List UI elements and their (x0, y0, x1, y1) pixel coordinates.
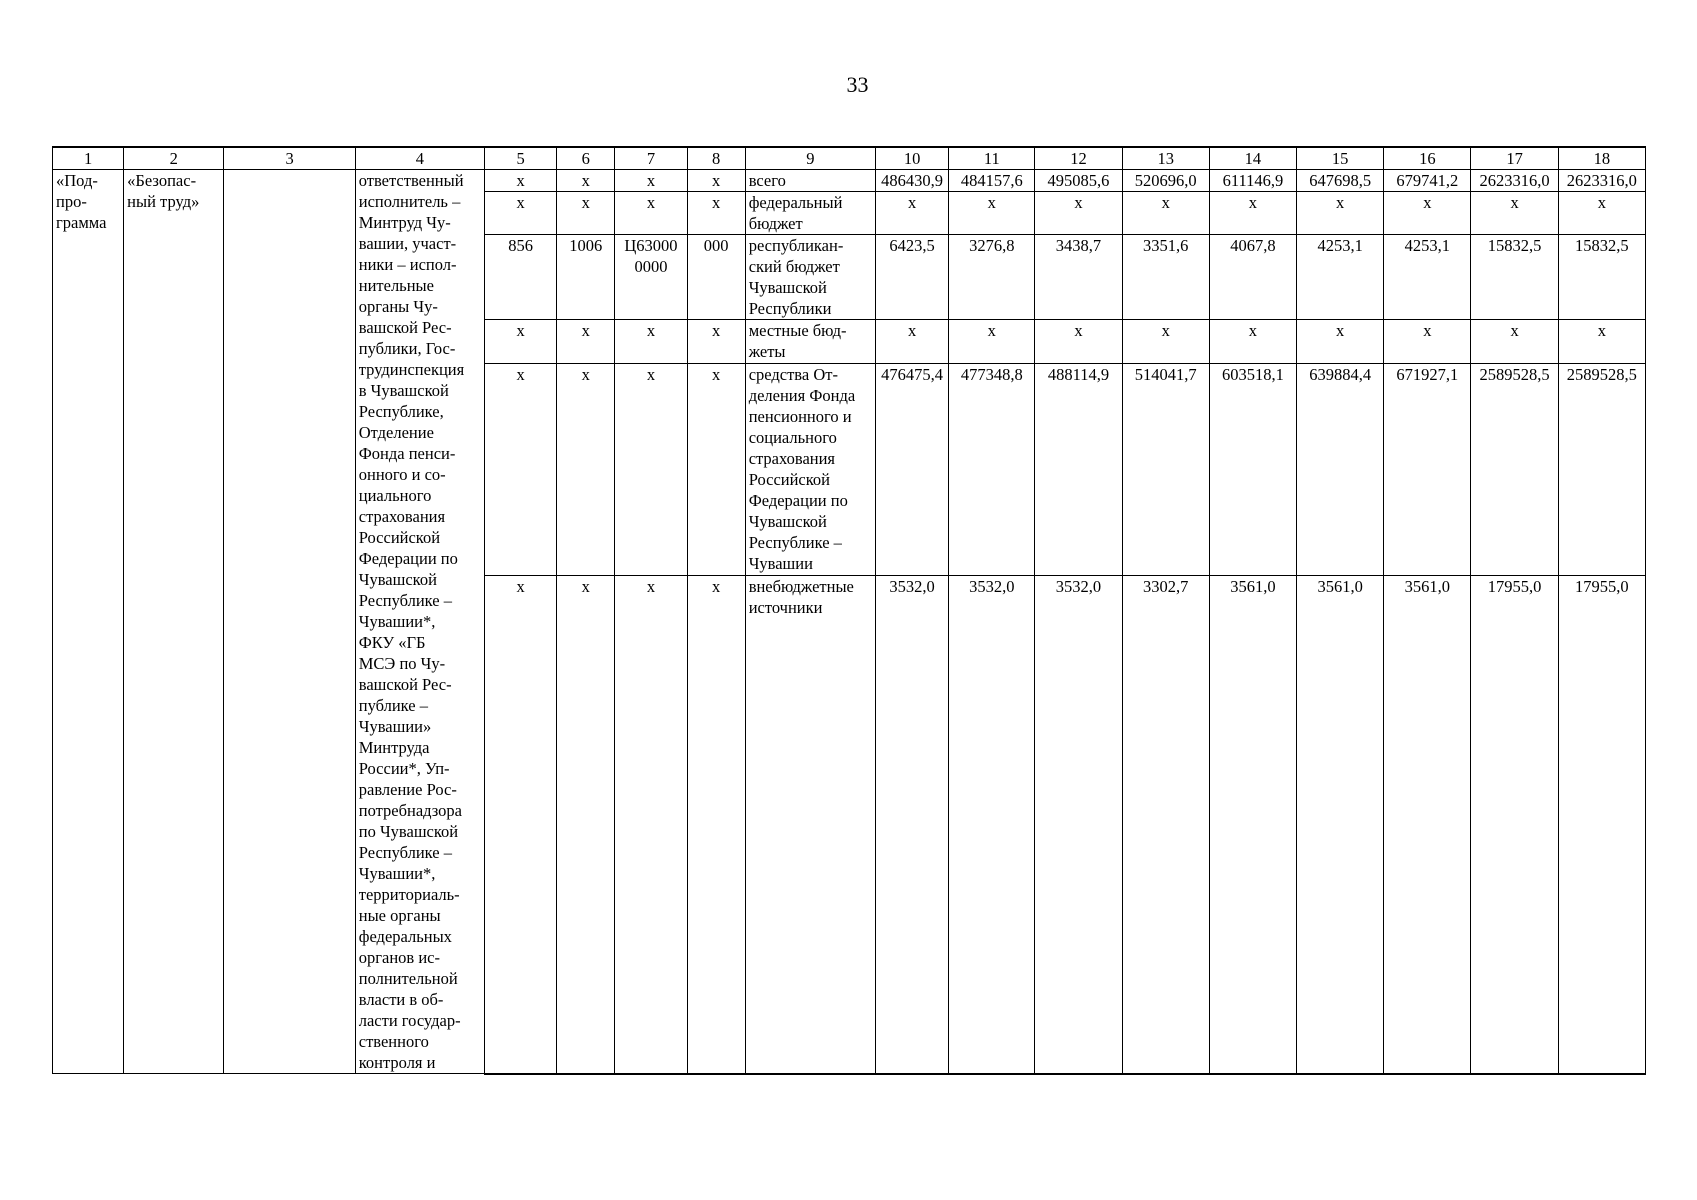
header-cell: 2 (124, 147, 224, 170)
cell-line: ФКУ «ГБ (358, 633, 426, 652)
cell-line: ответственный (358, 171, 464, 190)
cell-line: вашской Рес- (358, 318, 452, 337)
value-cell: x (1297, 192, 1384, 235)
value-cell: 17955,0 (1471, 576, 1558, 1074)
cell-line: Чувашии*, (358, 864, 436, 883)
col3-cell (224, 170, 355, 1074)
cell-line: Республики (748, 299, 832, 319)
header-cell: 8 (687, 147, 745, 170)
cell-line: ласти государ- (358, 1011, 461, 1030)
code-cell: x (557, 192, 615, 235)
cell-line: циального (358, 486, 432, 505)
cell-line: всего (748, 171, 786, 190)
code-cell: x (485, 576, 557, 1074)
value-cell: x (1209, 320, 1296, 363)
cell-line: онного и со- (358, 465, 446, 484)
value-cell: x (1297, 320, 1384, 363)
value-cell: 486430,9 (876, 170, 949, 192)
code-cell: x (615, 170, 687, 192)
cell-line: местные бюд- (748, 321, 847, 341)
header-cell: 7 (615, 147, 687, 170)
subprogram-name-cell (124, 170, 224, 1074)
value-cell: 3532,0 (876, 576, 949, 1074)
header-cell: 17 (1471, 147, 1558, 170)
cell-line: нительные (358, 276, 434, 295)
cell-line: Республике – (358, 591, 452, 610)
value-cell: x (1035, 192, 1122, 235)
value-cell: x (949, 320, 1035, 363)
value-cell: 4253,1 (1297, 235, 1384, 320)
value-cell: x (1035, 320, 1122, 363)
value-cell: 639884,4 (1297, 363, 1384, 576)
value-cell: x (1209, 192, 1296, 235)
header-cell: 5 (485, 147, 557, 170)
value-cell: x (1122, 320, 1209, 363)
subprogram-type-cell (53, 170, 124, 1074)
header-cell: 1 (53, 147, 124, 170)
cell-line: Минтруда (358, 738, 430, 757)
budget-table (52, 146, 1646, 1075)
cell-line: Чувашской (358, 570, 437, 589)
funding-source-cell (745, 235, 875, 320)
cell-line: Чувашской (748, 278, 827, 298)
cell-line: Российской (358, 528, 441, 547)
cell-line: органы Чу- (358, 297, 438, 316)
value-cell: x (1471, 320, 1558, 363)
value-cell: 603518,1 (1209, 363, 1296, 576)
value-cell: x (876, 192, 949, 235)
code-cell: x (687, 363, 745, 576)
header-cell: 6 (557, 147, 615, 170)
cell-line: деления Фонда (748, 385, 856, 405)
header-row (53, 147, 1646, 170)
value-cell: 2589528,5 (1558, 363, 1645, 576)
value-cell: 520696,0 (1122, 170, 1209, 192)
header-cell: 12 (1035, 147, 1122, 170)
code-cell: x (485, 320, 557, 363)
cell-line: контроля и (358, 1053, 436, 1072)
code-cell: x (615, 320, 687, 363)
cell-line: Российской (748, 469, 831, 489)
cell-line: источники (748, 598, 823, 618)
cell-line: в Чувашской (358, 381, 449, 400)
code-cell: x (557, 576, 615, 1074)
cell-line: Чувашии (748, 553, 813, 573)
value-cell: 2623316,0 (1558, 170, 1645, 192)
funding-source-cell (745, 170, 875, 192)
cell-line: территориаль- (358, 885, 460, 904)
cell-line: ский бюджет (748, 257, 840, 277)
cell-line: про- (56, 192, 87, 211)
cell-line: средства От- (748, 364, 838, 384)
value-cell: x (1384, 192, 1471, 235)
cell-line: федеральных (358, 927, 452, 946)
page-number: 33 (846, 72, 869, 97)
code-cell: x (687, 320, 745, 363)
header-cell: 10 (876, 147, 949, 170)
cell-line: Чувашской (748, 511, 827, 531)
value-cell: 4067,8 (1209, 235, 1296, 320)
cell-line: страхования (358, 507, 446, 526)
header-cell: 14 (1209, 147, 1296, 170)
value-cell: x (1384, 320, 1471, 363)
value-cell: 3561,0 (1384, 576, 1471, 1074)
value-cell: 17955,0 (1558, 576, 1645, 1074)
cell-line: Федерации по (358, 549, 458, 568)
cell-line: «Безопас- (127, 171, 197, 190)
code-cell: x (687, 170, 745, 192)
code-cell: x (485, 363, 557, 576)
cell-line: грамма (56, 213, 107, 232)
cell-line: ственного (358, 1032, 429, 1051)
value-cell: 15832,5 (1471, 235, 1558, 320)
value-cell: 3532,0 (1035, 576, 1122, 1074)
value-cell: 671927,1 (1384, 363, 1471, 576)
cell-line: органов ис- (358, 948, 440, 967)
value-cell: x (1558, 320, 1645, 363)
cell-line: бюджет (748, 214, 803, 234)
funding-source-cell (745, 363, 875, 576)
funding-source-cell (745, 320, 875, 363)
cell-line: Республике – (358, 843, 452, 862)
code-cell: x (485, 192, 557, 235)
code-cell: x (615, 576, 687, 1074)
cell-line: ники – испол- (358, 255, 457, 274)
code-cell (615, 235, 687, 320)
cell-line: равление Рос- (358, 780, 457, 799)
header-cell: 4 (355, 147, 484, 170)
cell-line: России*, Уп- (358, 759, 450, 778)
cell-line: 0000 (634, 257, 668, 277)
value-cell: x (1471, 192, 1558, 235)
cell-line: Ц63000 (624, 236, 678, 256)
code-cell: x (615, 363, 687, 576)
value-cell: 2589528,5 (1471, 363, 1558, 576)
cell-line: потребнадзора (358, 801, 462, 820)
header-cell: 9 (745, 147, 875, 170)
cell-line: ный труд» (127, 192, 200, 211)
value-cell: 4253,1 (1384, 235, 1471, 320)
code-cell: x (557, 363, 615, 576)
value-cell: 647698,5 (1297, 170, 1384, 192)
cell-line: Отделение (358, 423, 434, 442)
cell-line: трудинспекция (358, 360, 465, 379)
cell-line: ные органы (358, 906, 441, 925)
cell-line: МСЭ по Чу- (358, 654, 446, 673)
table-row (53, 170, 1646, 192)
value-cell: 679741,2 (1384, 170, 1471, 192)
header-cell: 11 (949, 147, 1035, 170)
cell-line: республикан- (748, 236, 844, 256)
header-cell: 15 (1297, 147, 1384, 170)
value-cell: 3276,8 (949, 235, 1035, 320)
funding-source-cell (745, 192, 875, 235)
cell-line: социального (748, 427, 837, 447)
code-cell: x (615, 192, 687, 235)
value-cell: 514041,7 (1122, 363, 1209, 576)
cell-line: страхования (748, 448, 836, 468)
cell-line: власти в об- (358, 990, 444, 1009)
cell-line: Фонда пенси- (358, 444, 456, 463)
cell-line: Федерации по (748, 490, 848, 510)
cell-line: публике – (358, 696, 428, 715)
code-cell: x (485, 170, 557, 192)
value-cell: 495085,6 (1035, 170, 1122, 192)
value-cell: x (1558, 192, 1645, 235)
responsible-executor-text (359, 170, 481, 1073)
cell-line: Чувашии*, (358, 612, 436, 631)
value-cell: 476475,4 (876, 363, 949, 576)
header-cell: 18 (1558, 147, 1645, 170)
cell-line: вашской Рес- (358, 675, 452, 694)
cell-line: внебюджетные (748, 577, 854, 597)
cell-line: вашии, участ- (358, 234, 457, 253)
code-cell: 000 (687, 235, 745, 320)
value-cell: 6423,5 (876, 235, 949, 320)
value-cell: x (876, 320, 949, 363)
cell-line: по Чувашской (358, 822, 459, 841)
funding-source-cell (745, 576, 875, 1074)
code-cell: 856 (485, 235, 557, 320)
responsible-executor-cell (355, 170, 484, 1074)
cell-line: Чувашии» (358, 717, 432, 736)
header-cell: 3 (224, 147, 355, 170)
cell-line: Минтруд Чу- (358, 213, 451, 232)
value-cell: 2623316,0 (1471, 170, 1558, 192)
code-cell: 1006 (557, 235, 615, 320)
value-cell: 3561,0 (1297, 576, 1384, 1074)
cell-line: «Под- (56, 171, 98, 190)
value-cell: 3351,6 (1122, 235, 1209, 320)
value-cell: 3561,0 (1209, 576, 1296, 1074)
value-cell: 3532,0 (949, 576, 1035, 1074)
value-cell: 15832,5 (1558, 235, 1645, 320)
header-cell: 13 (1122, 147, 1209, 170)
cell-line: исполнитель – (358, 192, 461, 211)
cell-line: федеральный (748, 193, 843, 213)
cell-line: пенсионного и (748, 406, 852, 426)
cell-line: жеты (748, 342, 786, 362)
code-cell: x (687, 576, 745, 1074)
cell-line: Республике, (358, 402, 444, 421)
header-cell: 16 (1384, 147, 1471, 170)
code-cell: x (557, 320, 615, 363)
code-cell: x (557, 170, 615, 192)
value-cell: x (949, 192, 1035, 235)
cell-line: публики, Гос- (358, 339, 456, 358)
value-cell: 611146,9 (1209, 170, 1296, 192)
value-cell: 3302,7 (1122, 576, 1209, 1074)
cell-line: полнительной (358, 969, 458, 988)
cell-line: Республике – (748, 532, 842, 552)
value-cell: x (1122, 192, 1209, 235)
value-cell: 484157,6 (949, 170, 1035, 192)
value-cell: 3438,7 (1035, 235, 1122, 320)
code-cell: x (687, 192, 745, 235)
value-cell: 488114,9 (1035, 363, 1122, 576)
value-cell: 477348,8 (949, 363, 1035, 576)
